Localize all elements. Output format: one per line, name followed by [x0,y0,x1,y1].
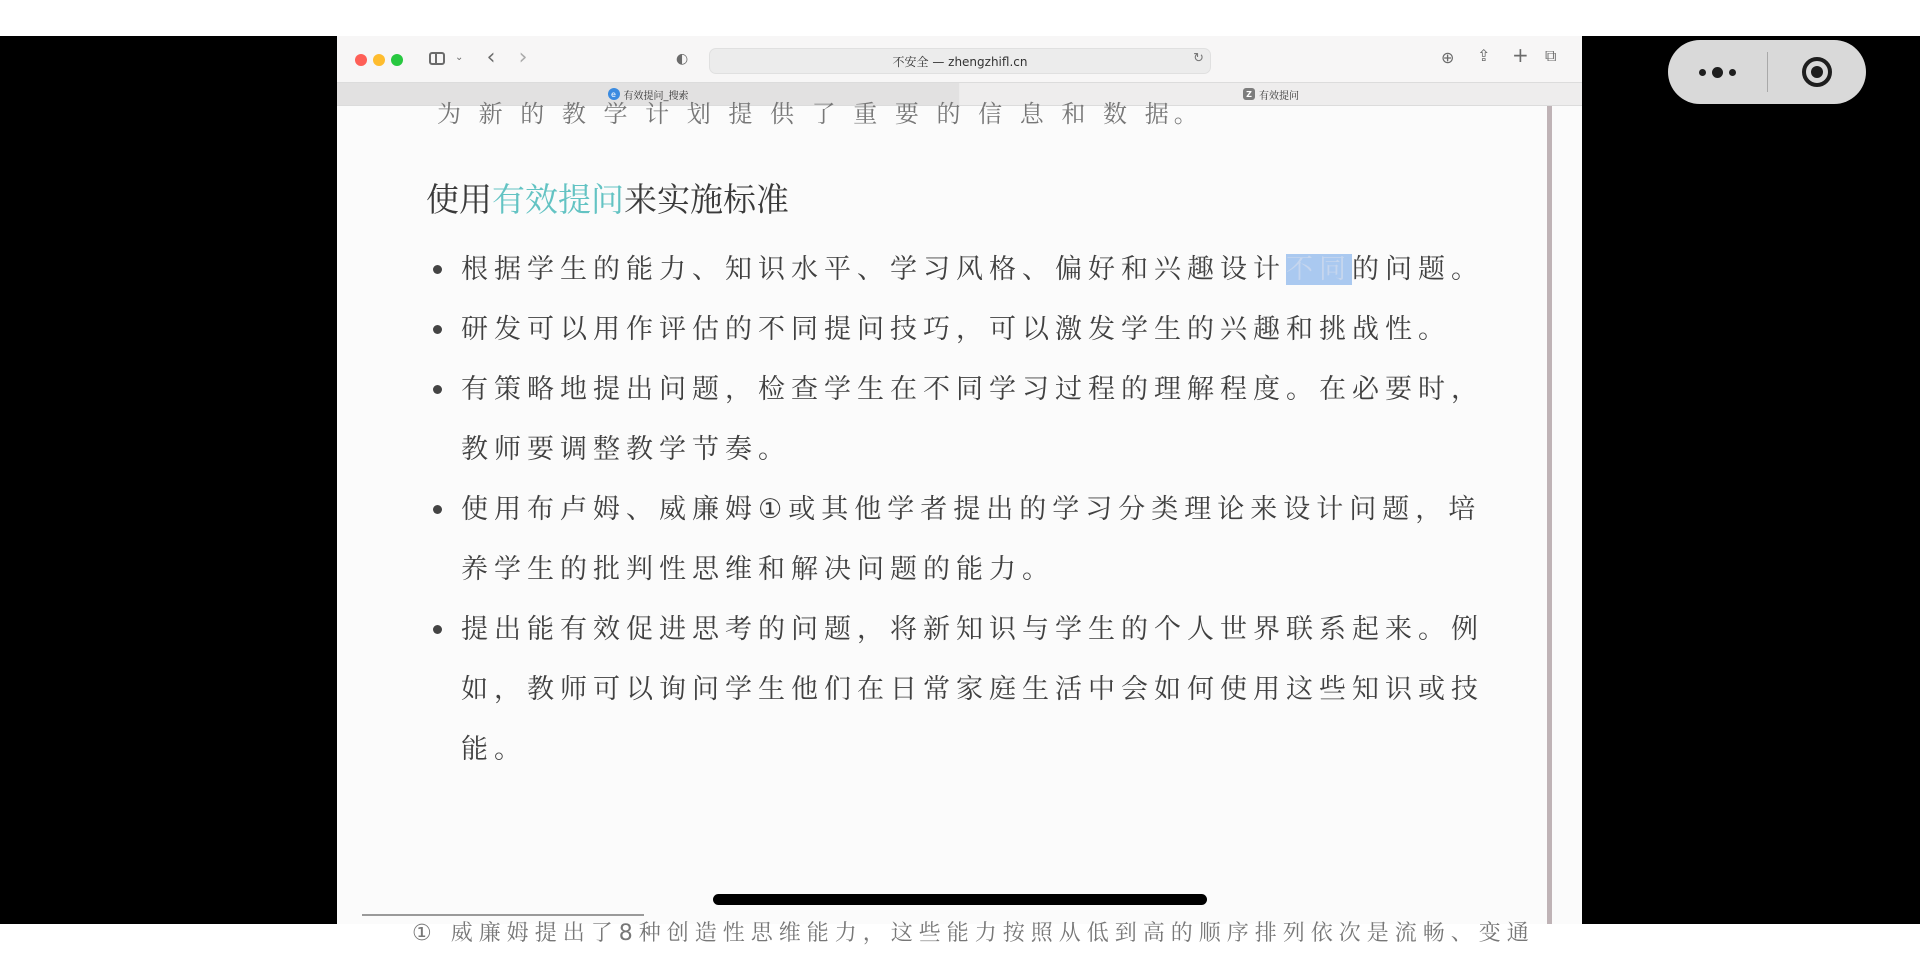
more-dot-icon [1729,69,1736,76]
right-backdrop [1582,36,1920,924]
back-icon[interactable]: ‹ [486,45,496,70]
tab-label: 有效提问_搜索 [623,90,689,102]
heading-prefix: 使用 [426,180,492,219]
forward-icon[interactable]: › [518,45,528,70]
chevron-down-icon[interactable]: ⌄ [455,52,464,63]
browser-favicon-icon: e [608,88,620,100]
browser-window [337,36,1582,946]
section-heading [426,174,789,221]
bullet-list [433,240,1513,780]
heading-suffix: 来实施标准 [624,180,789,219]
list-item: 使用布卢姆、威廉姆①或其他学者提出的学习分类理论来设计问题，培养学生的批判性思维和解决问题的能力。 [433,480,1513,600]
bullet-text: 根据学生的能力、知识水平、学习风格、偏好和兴趣设计 [461,254,1286,285]
more-dot-icon [1699,69,1706,76]
bullet-text: 的问题。 [1352,254,1484,285]
downloads-icon[interactable]: ⊕ [1441,48,1455,67]
mini-program-capsule [1668,40,1866,104]
top-margin [0,0,1920,36]
site-favicon-icon: Z [1243,88,1255,100]
left-backdrop [0,36,337,924]
zoom-window-button[interactable] [391,54,403,66]
close-capsule-button[interactable] [1768,40,1866,104]
sidebar-toggle-icon[interactable] [429,52,445,65]
footnote-text: ① 威廉姆提出了8种创造性思维能力，这些能力按照从低到高的顺序排列依次是流畅、变通 [412,921,1535,946]
list-item: 提出能有效促进思考的问题，将新知识与学生的个人世界联系起来。例如，教师可以询问学生他们在日常家庭生活中会如何使用这些知识或技能。 [433,600,1513,780]
privacy-shield-icon[interactable]: ◐ [676,51,689,67]
more-menu-button[interactable] [1668,40,1767,104]
more-dot-icon [1712,67,1723,78]
address-bar[interactable] [709,48,1211,74]
tab-label: 有效提问 [1259,90,1299,102]
target-icon [1802,57,1832,87]
url-text: 不安全 — zhengzhifl.cn [892,54,1028,69]
page-content[interactable] [337,100,1582,946]
selected-text[interactable]: 不同 [1286,254,1352,285]
heading-highlight: 有效提问 [492,180,624,219]
home-indicator[interactable] [713,894,1207,905]
list-item: 有策略地提出问题，检查学生在不同学习过程的理解程度。在必要时，教师要调整教学节奏。 [433,360,1513,480]
minimize-window-button[interactable] [373,54,385,66]
browser-toolbar [337,36,1582,82]
close-window-button[interactable] [355,54,367,66]
reload-icon[interactable]: ↻ [1193,51,1204,66]
tab-overview-icon[interactable]: ⧉ [1545,46,1557,65]
list-item: 研发可以用作评估的不同提问技巧，可以激发学生的兴趣和挑战性。 [433,300,1513,360]
list-item [433,240,1513,300]
share-icon[interactable]: ⇪ [1477,46,1491,65]
new-tab-icon[interactable]: + [1512,43,1529,67]
page-edge [1547,106,1552,924]
cut-off-text-line: 为 新 的 教 学 计 划 提 供 了 重 要 的 信 息 和 数 据。 [437,100,1203,128]
